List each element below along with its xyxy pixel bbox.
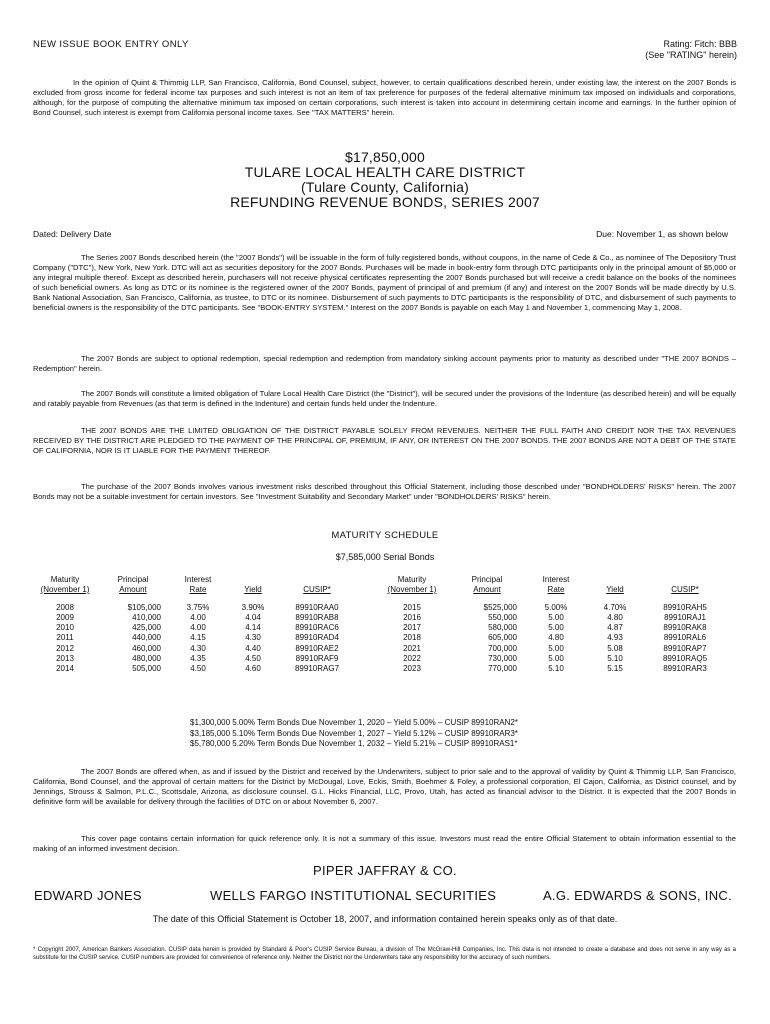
cusip-cell: 89910RAB8 xyxy=(295,613,339,623)
issuer-county: (Tulare County, California) xyxy=(300,179,469,195)
principal-cell: 425,000 xyxy=(132,623,161,633)
yield-cell: 5.10 xyxy=(607,653,623,663)
maturity-row xyxy=(33,603,355,613)
cusip-header: CUSIP* xyxy=(671,585,699,595)
maturity-row xyxy=(33,644,355,654)
rate-cell: 5.00% xyxy=(544,603,568,613)
principal-cell: 700,000 xyxy=(488,643,517,653)
cusip-cell: 89910RAA0 xyxy=(295,603,339,613)
cusip-cell: 89910RAH5 xyxy=(663,603,707,613)
rate-cell: 4.00 xyxy=(190,613,206,623)
tax-opinion-paragraph: In the opinion of Quint & Thimmig LLP, San Francisco, California, Bond Counsel, subject, however, to certain qualifications described herein, under existing law, the interest on the 2007 Bonds is excluded from gross income for federal income tax purposes and such interest is not an item of tax preference for purposes of the federal alternative minimum tax imposed on individuals and corporations, although, for the purpose of computing the alternative minimum tax imposed on certain corporations, such interest is taken into account in determining certain income and earnings. In the further opinion of Bond Counsel, such interest is exempt from California personal income taxes. See "TAX MATTERS" herein. xyxy=(33,78,736,118)
yield-cell: 4.30 xyxy=(245,633,261,643)
yield-header: Yield xyxy=(606,585,624,595)
rate-cell: 4.35 xyxy=(190,653,206,663)
investment-risk-paragraph: The purchase of the 2007 Bonds involves various investment risks described throughout this Official Statement, including those described under "BONDHOLDERS' RISKS" herein. The 2007 Bonds may not be a suitable investment for certain investors. See "Investment Suitability and Secondary Market" under "BONDHOLDERS' RISKS" herein. xyxy=(33,482,736,502)
rating-line: Rating: Fitch: BBB xyxy=(663,39,737,49)
maturity-row xyxy=(375,613,727,623)
yield-cell: 4.40 xyxy=(245,643,261,653)
maturity-header-row xyxy=(375,575,727,595)
due-label: Due: November 1, as shown below xyxy=(596,229,728,239)
maturity-year-cell: 2017 xyxy=(403,623,421,633)
principal-cell: 770,000 xyxy=(488,663,517,673)
maturity-year-cell: 2015 xyxy=(403,603,421,613)
cusip-cell: 89910RAK8 xyxy=(663,623,707,633)
yield-cell: 4.14 xyxy=(245,623,261,633)
maturity-row xyxy=(33,623,355,633)
maturity-year-cell: 2012 xyxy=(56,643,74,653)
rate-cell: 4.50 xyxy=(190,663,206,673)
bond-series-title: REFUNDING REVENUE BONDS, SERIES 2007 xyxy=(230,194,540,210)
cusip-cell: 89910RAJ1 xyxy=(664,613,706,623)
issue-type-label: NEW ISSUE BOOK ENTRY ONLY xyxy=(33,39,189,50)
maturity-year-cell: 2013 xyxy=(56,653,74,663)
rating-block xyxy=(645,39,737,61)
rate-cell: 5.00 xyxy=(548,623,564,633)
cusip-cell: 89910RAD4 xyxy=(295,633,339,643)
lead-underwriter: PIPER JAFFRAY & CO. xyxy=(313,863,457,878)
principal-cell: $105,000 xyxy=(127,603,161,613)
dated-label: Dated: Delivery Date xyxy=(33,229,112,239)
yield-header: Yield xyxy=(244,585,262,595)
issue-amount: $17,850,000 xyxy=(344,149,426,165)
redemption-paragraph: The 2007 Bonds are subject to optional redemption, special redemption and redemption from mandatory sinking account payments prior to maturity as described under "THE 2007 BONDS – Redemption" herein. xyxy=(33,354,736,374)
rate-cell: 4.30 xyxy=(190,643,206,653)
principal-header: Principal Amount xyxy=(117,575,149,595)
cusip-cell: 89910RAE2 xyxy=(295,643,339,653)
rate-cell: 5.00 xyxy=(548,613,564,623)
cusip-cell: 89910RAP7 xyxy=(663,643,707,653)
maturity-year-cell: 2009 xyxy=(56,613,74,623)
principal-cell: 550,000 xyxy=(488,613,517,623)
security-paragraph: The 2007 Bonds will constitute a limited obligation of Tulare Local Health Care District (the "District"), will be secured under the provisions of the Indenture (as described herein) and will be equally and ratably payable from Revenues (as that term is defined in the Indenture) and certain funds held under the Indenture. xyxy=(33,389,736,409)
rate-cell: 4.15 xyxy=(190,633,206,643)
maturity-year-cell: 2014 xyxy=(56,663,74,673)
maturity-row xyxy=(375,654,727,664)
limited-obligation-paragraph: THE 2007 BONDS ARE THE LIMITED OBLIGATION OF THE DISTRICT PAYABLE SOLELY FROM REVENUES. NEITHER THE FULL FAITH AND CREDIT NOR THE TAX REVENUES RECEIVED BY THE DISTRICT ARE PLEDGED TO THE PAYMENT OF THE PRINCIPAL OF, PREMIUM, IF ANY, OR INTEREST ON THE 2007 BONDS. THE 2007 BONDS ARE NOT A DEBT OF THE STATE OF CALIFORNIA, NOR IS IT LIABLE FOR THE PAYMENT THEREOF. xyxy=(33,426,736,456)
maturity-year-cell: 2023 xyxy=(403,663,421,673)
principal-header: Principal Amount xyxy=(471,575,503,595)
rate-cell: 3.75% xyxy=(186,603,210,613)
principal-cell: 730,000 xyxy=(488,653,517,663)
yield-cell: 4.70% xyxy=(603,603,627,613)
maturity-row xyxy=(375,664,727,674)
maturity-row xyxy=(375,623,727,633)
principal-cell: 480,000 xyxy=(132,653,161,663)
rate-cell: 5.00 xyxy=(548,643,564,653)
maturity-header: Maturity (November 1) xyxy=(387,575,437,595)
cusip-footnote: * Copyright 2007, American Bankers Association. CUSIP data herein is provided by Standard & Poor's CUSIP Service Bureau, a division of The McGraw-Hill Companies, Inc. This data is not intended to create a database and does not serve in any way as a substitute for the CUSIP service. CUSIP numbers are provided for convenience of reference only. Neither the District nor the Underwriters take any responsibility for the accuracy of such numbers. xyxy=(33,947,736,961)
offering-paragraph: The 2007 Bonds are offered when, as and if issued by the District and received by the Underwriters, subject to prior sale and to the approval of validity by Quint & Thimmig LLP, San Francisco, California, Bond Counsel, and the approval of certain matters for the District by McDougal, Love, Eckis, Smith, Boehmer & Foley, a professional corporation, El Cajon, California, as District counsel, and by Jennings, Strouss & Salmon, P.L.C., Scottsdale, Arizona, as disclosure counsel. G.L. Hicks Financial, LLC, Provo, Utah, has acted as financial advisor to the District. It is expected that the 2007 Bonds in definitive form will be available for delivery through the facilities of DTC on or about November 6, 2007. xyxy=(33,767,736,807)
cusip-cell: 89910RAF9 xyxy=(295,653,339,663)
yield-cell: 3.90% xyxy=(241,603,265,613)
issuer-name: TULARE LOCAL HEALTH CARE DISTRICT xyxy=(244,164,526,180)
maturity-row xyxy=(33,633,355,643)
principal-cell: $525,000 xyxy=(483,603,517,613)
principal-cell: 580,000 xyxy=(488,623,517,633)
cusip-header: CUSIP* xyxy=(303,585,331,595)
maturity-row xyxy=(375,644,727,654)
principal-cell: 605,000 xyxy=(488,633,517,643)
yield-cell: 4.93 xyxy=(607,633,623,643)
cover-page-paragraph: This cover page contains certain information for quick reference only. It is not a summary of this issue. Investors must read the entire Official Statement to obtain information essential to the making of an informed investment decision. xyxy=(33,834,736,854)
maturity-year-cell: 2021 xyxy=(403,643,421,653)
principal-cell: 460,000 xyxy=(132,643,161,653)
co-underwriter-ag-edwards: A.G. EDWARDS & SONS, INC. xyxy=(542,888,732,903)
principal-cell: 505,000 xyxy=(132,663,161,673)
principal-cell: 440,000 xyxy=(132,633,161,643)
title-block xyxy=(0,150,770,210)
book-entry-paragraph: The Series 2007 Bonds described herein (the "2007 Bonds") will be issuable in the form of fully registered bonds, without coupons, in the name of Cede & Co., as nominee of The Depository Trust Company ("DTC"), New York, New York. DTC will act as securities depository for the 2007 Bonds. Purchases will be made in book-entry form through DTC participants only in the principal amount of $5,000 or any integral multiple thereof. Except as described herein, purchasers will not receive physical certificates representing the 2007 Bonds purchased but will receive a credit balance on the books of the nominees of such beneficial owners. As long as DTC or its nominee is the registered owner of the 2007 Bonds, payment of principal of and premium (if any) and interest on the 2007 Bonds will be made directly by U.S. Bank National Association, San Francisco, California, as trustee, to DTC or its nominee. Disbursement of such payments to DTC participants is the responsibility of DTC, and disbursement of such payments to beneficial owners is the responsibility of the DTC participants. See "BOOK-ENTRY SYSTEM." Interest on the 2007 Bonds is payable on each May 1 and November 1, commencing May 1, 2008. xyxy=(33,253,736,313)
rate-cell: 5.00 xyxy=(548,653,564,663)
maturity-row xyxy=(33,654,355,664)
maturity-header-row xyxy=(33,575,355,595)
yield-cell: 4.60 xyxy=(245,663,261,673)
term-bond-line: $1,300,000 5.00% Term Bonds Due November 1, 2020 – Yield 5.00% – CUSIP 89910RAN2* xyxy=(190,718,518,727)
term-bond-line: $5,780,000 5.20% Term Bonds Due November 1, 2032 – Yield 5.21% – CUSIP 89910RAS1* xyxy=(190,739,518,749)
cusip-cell: 89910RAL6 xyxy=(663,633,707,643)
term-bonds-block xyxy=(190,718,518,750)
official-statement-date: The date of this Official Statement is October 18, 2007, and information contained herein speaks only as of that date. xyxy=(152,914,618,924)
maturity-year-cell: 2008 xyxy=(56,603,74,613)
rate-cell: 5.10 xyxy=(548,663,564,673)
maturity-header: Maturity (November 1) xyxy=(40,575,90,595)
maturity-year-cell: 2010 xyxy=(56,623,74,633)
yield-cell: 4.80 xyxy=(607,613,623,623)
rate-header: Interest Rate xyxy=(542,575,570,595)
co-underwriter-wells-fargo: WELLS FARGO INSTITUTIONAL SECURITIES xyxy=(210,888,497,903)
maturity-schedule-heading: MATURITY SCHEDULE xyxy=(331,530,439,541)
cusip-cell: 89910RAC6 xyxy=(295,623,339,633)
maturity-year-cell: 2018 xyxy=(403,633,421,643)
yield-cell: 5.15 xyxy=(607,663,623,673)
rate-cell: 4.80 xyxy=(548,633,564,643)
yield-cell: 4.87 xyxy=(607,623,623,633)
cusip-cell: 89910RAQ5 xyxy=(662,653,708,663)
maturity-row xyxy=(375,603,727,613)
maturity-row xyxy=(375,633,727,643)
maturity-row xyxy=(33,613,355,623)
cusip-cell: 89910RAR3 xyxy=(663,663,707,673)
co-underwriter-edward-jones: EDWARD JONES xyxy=(34,888,142,903)
rate-header: Interest Rate xyxy=(184,575,212,595)
maturity-year-cell: 2022 xyxy=(403,653,421,663)
yield-cell: 5.08 xyxy=(607,643,623,653)
yield-cell: 4.04 xyxy=(245,613,261,623)
principal-cell: 410,000 xyxy=(132,613,161,623)
maturity-row xyxy=(33,664,355,674)
maturity-table-right xyxy=(375,575,727,674)
yield-cell: 4.50 xyxy=(245,653,261,663)
rating-reference: (See "RATING" herein) xyxy=(645,50,737,60)
cusip-cell: 89910RAG7 xyxy=(294,663,340,673)
rate-cell: 4.00 xyxy=(190,623,206,633)
serial-bonds-heading: $7,585,000 Serial Bonds xyxy=(335,552,435,562)
maturity-year-cell: 2011 xyxy=(56,633,74,643)
maturity-table-left xyxy=(33,575,355,674)
maturity-year-cell: 2016 xyxy=(403,613,421,623)
term-bond-line: $3,185,000 5.10% Term Bonds Due November 1, 2027 – Yield 5.12% – CUSIP 89910RAR3* xyxy=(190,728,518,738)
